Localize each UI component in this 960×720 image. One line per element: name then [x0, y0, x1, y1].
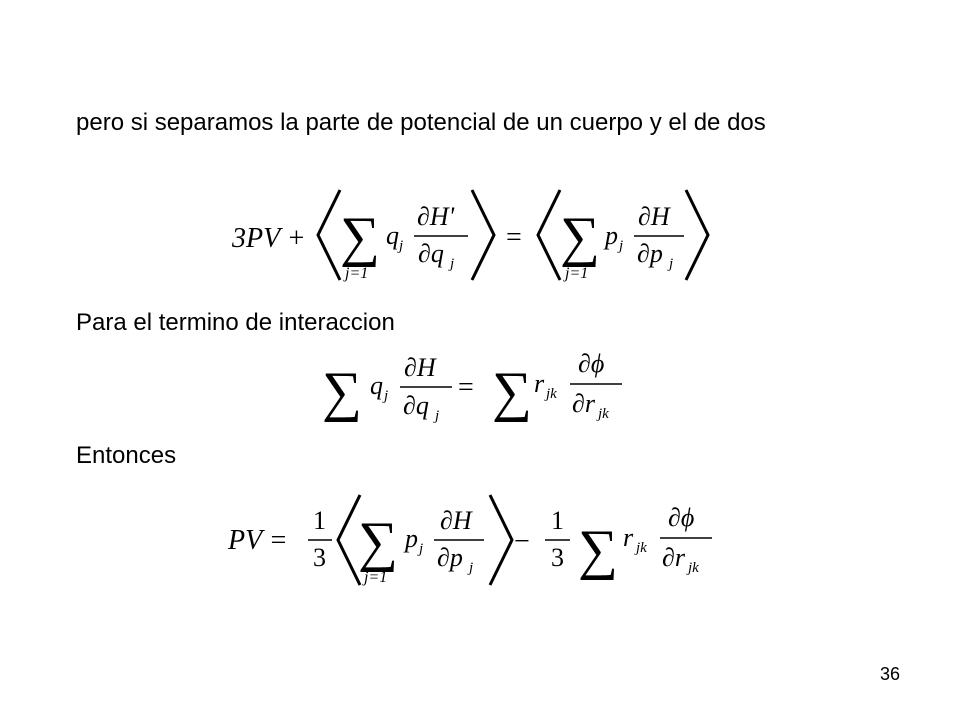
eq3-coef2-den: 3 — [551, 543, 564, 572]
eq2-frac2-den-sub: jk — [598, 406, 609, 422]
eq3-r-sub: jk — [636, 540, 647, 556]
eq2-frac1-den: ∂q — [403, 391, 429, 420]
eq3-sum-2: ∑ — [578, 519, 618, 581]
eq3-coef2-num: 1 — [551, 506, 564, 535]
eq2-sum-1: ∑ — [322, 361, 362, 423]
interaction-label: Para el termino de interaccion — [76, 309, 395, 336]
eq1-frac1-den: ∂q — [418, 239, 444, 268]
eq3-frac1-den: ∂p — [437, 543, 463, 572]
eq2-r: r — [534, 369, 545, 398]
eq1-sum-1: ∑ — [340, 206, 380, 268]
eq1-frac1-den-sub: j — [450, 256, 455, 272]
eq2-frac1-num: ∂H — [404, 353, 436, 382]
eq3-frac2-den-sub: jk — [688, 560, 699, 576]
eq2-frac2-den: ∂r — [572, 389, 595, 418]
eq3-frac1-num: ∂H — [440, 506, 472, 535]
eq3-sum-1: ∑ — [358, 511, 398, 573]
eq2-frac2-num: ∂ϕ — [578, 349, 605, 378]
eq1-lhs: 3PV + — [232, 223, 306, 254]
eq1-p-sub: j — [619, 238, 624, 254]
eq1-sum-2: ∑ — [560, 206, 600, 268]
eq3-coef1-num: 1 — [313, 506, 326, 535]
eq3-minus: − — [514, 526, 530, 557]
eq3-frac2-num: ∂ϕ — [668, 503, 695, 532]
eq3-sum-lower: j=1 — [364, 569, 388, 586]
eq2-q: q — [370, 371, 383, 400]
eq1-equals: = — [506, 222, 522, 253]
page-number: 36 — [879, 664, 900, 684]
eq3-frac2-den: ∂r — [662, 543, 685, 572]
eq1-frac2-den-sub: j — [669, 256, 674, 272]
then-label: Entonces — [76, 442, 177, 469]
eq1-frac2-den: ∂p — [637, 239, 663, 268]
eq3-r: r — [623, 523, 634, 552]
eq3-frac1-den-sub: j — [469, 560, 474, 576]
eq3-lhs: PV = — [228, 525, 288, 556]
eq2-r-sub: jk — [546, 386, 557, 402]
eq2-q-sub: j — [384, 388, 389, 404]
eq1-q-sub: j — [399, 238, 404, 254]
eq3-left-bracket — [338, 495, 360, 585]
eq3-coef1-den: 3 — [313, 543, 326, 572]
eq1-frac2-num: ∂H — [638, 202, 670, 231]
eq1-p: p — [605, 221, 618, 250]
eq1-q: q — [386, 221, 399, 250]
eq2-sum-2: ∑ — [492, 361, 532, 423]
eq3-p: p — [405, 524, 418, 553]
eq1-sum-lower-2: j=1 — [565, 265, 589, 282]
eq1-sum-lower-1: j=1 — [345, 265, 369, 282]
eq3-right-bracket — [490, 495, 512, 585]
eq2-equals: = — [458, 372, 474, 403]
intro-text: pero si separamos la parte de potencial de un cuerpo y el de dos — [76, 109, 766, 136]
eq3-p-sub: j — [419, 541, 424, 557]
eq1-frac1-num: ∂H' — [417, 202, 455, 231]
eq2-frac1-den-sub: j — [435, 408, 440, 424]
